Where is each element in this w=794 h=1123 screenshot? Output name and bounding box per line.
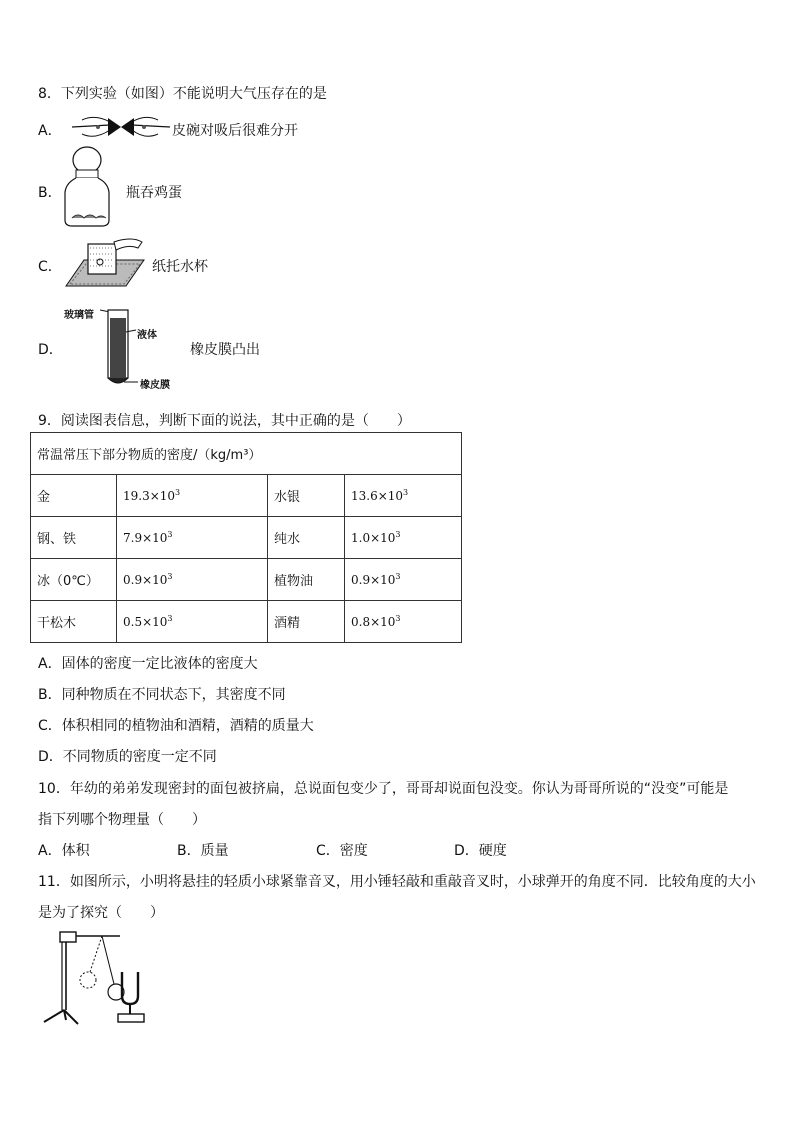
table-caption-row: [31, 433, 462, 475]
q8-option-c-text: 纸托水杯: [152, 259, 208, 275]
q8-stem: 8．下列实验（如图）不能说明大气压存在的是: [38, 86, 327, 102]
table-row: [31, 601, 462, 643]
density-table: [30, 432, 462, 643]
q8-option-c-letter: C．: [38, 259, 62, 275]
glass-tube-figure: [100, 306, 140, 388]
q9-option-c: C．体积相同的植物油和酒精，酒精的质量大: [38, 718, 314, 734]
paper-cup-figure: [62, 236, 146, 292]
q9-option-d: D．不同物质的密度一定不同: [38, 749, 217, 765]
q11-stem-line1: 11．如图所示，小明将悬挂的轻质小球紧靠音叉，用小锤轻敲和重敲音叉时，小球弹开的角度不同．比较角度的大小: [38, 874, 756, 890]
glass-tube-label: 玻璃管: [64, 310, 94, 321]
table-row: [31, 475, 462, 517]
table-row: [31, 559, 462, 601]
q8-option-d-text: 橡皮膜凸出: [190, 342, 260, 358]
tuning-fork-pendulum-figure: [38, 926, 166, 1030]
density-value: $0.5\times 10^3$: [117, 601, 268, 643]
q10-option-d: D．硬度: [454, 843, 507, 859]
density-value: $0.9\times 10^3$: [117, 559, 268, 601]
q8-option-b-letter: B．: [38, 185, 62, 201]
substance-name: 水银: [268, 475, 345, 517]
density-value: $0.8\times 10^3$: [345, 601, 462, 643]
substance-name: 冰（0℃）: [31, 559, 117, 601]
substance-name: 酒精: [268, 601, 345, 643]
density-value: $7.9\times 10^3$: [117, 517, 268, 559]
q10-option-c: C．密度: [316, 843, 368, 859]
substance-name: 干松木: [31, 601, 117, 643]
table-row: [31, 517, 462, 559]
q9-option-a: A．固体的密度一定比液体的密度大: [38, 656, 258, 672]
q8-option-d-letter: D．: [38, 342, 63, 358]
q10-stem-line2: 指下列哪个物理量（ ）: [38, 812, 206, 828]
q10-option-a: A．体积: [38, 843, 90, 859]
q11-stem-line2: 是为了探究（ ）: [38, 905, 164, 921]
q10-option-b: B．质量: [177, 843, 229, 859]
suction-cups-figure: [70, 112, 172, 142]
bottle-egg-figure: [62, 146, 112, 228]
density-value: $1.0\times 10^3$: [345, 517, 462, 559]
density-value: $13.6\times 10^3$: [345, 475, 462, 517]
liquid-label: 液体: [137, 330, 157, 341]
q8-option-a-text: 皮碗对吸后很难分开: [172, 123, 298, 139]
density-value: $0.9\times 10^3$: [345, 559, 462, 601]
substance-name: 植物油: [268, 559, 345, 601]
table-caption: 常温常压下部分物质的密度/（kg/m³）: [31, 433, 462, 475]
density-value: $19.3\times 10^3$: [117, 475, 268, 517]
substance-name: 钢、铁: [31, 517, 117, 559]
substance-name: 纯水: [268, 517, 345, 559]
q10-stem-line1: 10．年幼的弟弟发现密封的面包被挤扁，总说面包变少了，哥哥却说面包没变。你认为哥哥所说的“没变”可能是: [38, 781, 729, 797]
q9-stem: 9．阅读图表信息，判断下面的说法，其中正确的是（ ）: [38, 413, 411, 429]
q8-option-b-text: 瓶吞鸡蛋: [126, 185, 182, 201]
substance-name: 金: [31, 475, 117, 517]
q9-option-b: B．同种物质在不同状态下，其密度不同: [38, 687, 286, 703]
q8-option-a-letter: A．: [38, 123, 62, 139]
membrane-label: 橡皮膜: [140, 380, 170, 391]
